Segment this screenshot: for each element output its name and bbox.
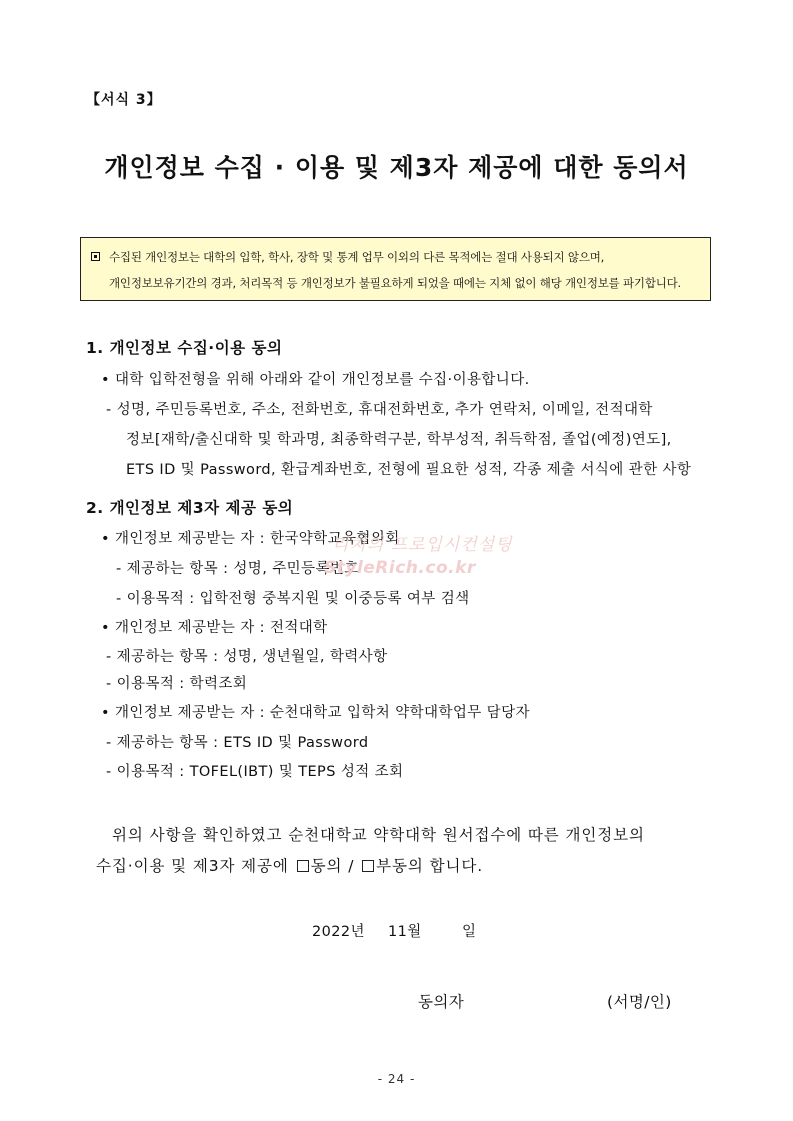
square-bullet-icon	[91, 252, 100, 261]
disagree-checkbox[interactable]	[362, 860, 374, 872]
section1-heading: 1. 개인정보 수집·이용 동의	[86, 339, 283, 357]
provider-1: • 개인정보 제공받는 자 : 한국약학교육협의회	[101, 531, 400, 547]
provider-3-purpose: - 이용목적 : TOFEL(IBT) 및 TEPS 성적 조회	[106, 764, 404, 780]
section1-line-2: 정보[재학/출신대학 및 학과명, 최종학력구분, 학부성적, 취득학점, 졸업(예정)연도],	[126, 432, 672, 448]
section1-line-3: ETS ID 및 Password, 환급계좌번호, 전형에 필요한 성적, 각종 제출 서식에 관한 사항	[126, 462, 692, 478]
provider-3-items: - 제공하는 항목 : ETS ID 및 Password	[106, 735, 369, 751]
confirm-line-2-prefix: 수집·이용 및 제3자 제공에	[96, 857, 289, 875]
provider-2: • 개인정보 제공받는 자 : 전적대학	[101, 620, 328, 636]
section1-bullet: • 대학 입학전형을 위해 아래와 같이 개인정보를 수집·이용합니다.	[101, 372, 530, 388]
agree-label: 동의	[310, 857, 343, 875]
date-month: 11월	[388, 924, 422, 940]
confirm-line-1: 위의 사항을 확인하였고 순천대학교 약학대학 원서접수에 따른 개인정보의	[112, 826, 645, 844]
provider-1-items: - 제공하는 항목 : 성명, 주민등록번호	[116, 561, 359, 577]
section1-line-1: - 성명, 주민등록번호, 주소, 전화번호, 휴대전화번호, 추가 연락처, 이메일, 전적대학	[106, 402, 653, 418]
section2-heading: 2. 개인정보 제3자 제공 동의	[86, 499, 294, 517]
confirm-line-2-suffix: 합니다.	[429, 857, 484, 875]
page-number: - 24 -	[377, 1072, 416, 1086]
agree-checkbox[interactable]	[297, 860, 309, 872]
signer-label: 동의자	[418, 993, 465, 1011]
provider-2-items: - 제공하는 항목 : 성명, 생년월일, 학력사항	[106, 649, 388, 665]
choice-separator: /	[348, 857, 355, 875]
disagree-label: 부동의	[376, 857, 424, 875]
provider-1-purpose: - 이용목적 : 입학전형 중복지원 및 이중등록 여부 검색	[116, 591, 470, 607]
provider-3: • 개인정보 제공받는 자 : 순천대학교 입학처 약학대학업무 담당자	[101, 705, 530, 721]
provider-2-purpose: - 이용목적 : 학력조회	[106, 676, 248, 692]
watermark-stamp: 리치의 프로입시컨설팅 StyleRich.co.kr	[324, 535, 513, 578]
date-year: 2022년	[312, 924, 365, 940]
document-title: 개인정보 수집 · 이용 및 제3자 제공에 대한 동의서	[104, 153, 689, 182]
notice-line-2: 개인정보보유기간의 경과, 처리목적 등 개인정보가 불필요하게 되었을 때에는 지체 없이 해당 개인정보를 파기합니다.	[109, 276, 682, 290]
notice-box	[80, 237, 711, 301]
date-day: 일	[462, 924, 477, 940]
form-label: 【서식 3】	[86, 92, 162, 108]
notice-line-1: 수집된 개인정보는 대학의 입학, 학사, 장학 및 통계 업무 이외의 다른 목적에는 절대 사용되지 않으며,	[109, 250, 605, 264]
signature-field[interactable]: (서명/인)	[607, 993, 672, 1011]
confirm-line-2	[96, 854, 483, 876]
